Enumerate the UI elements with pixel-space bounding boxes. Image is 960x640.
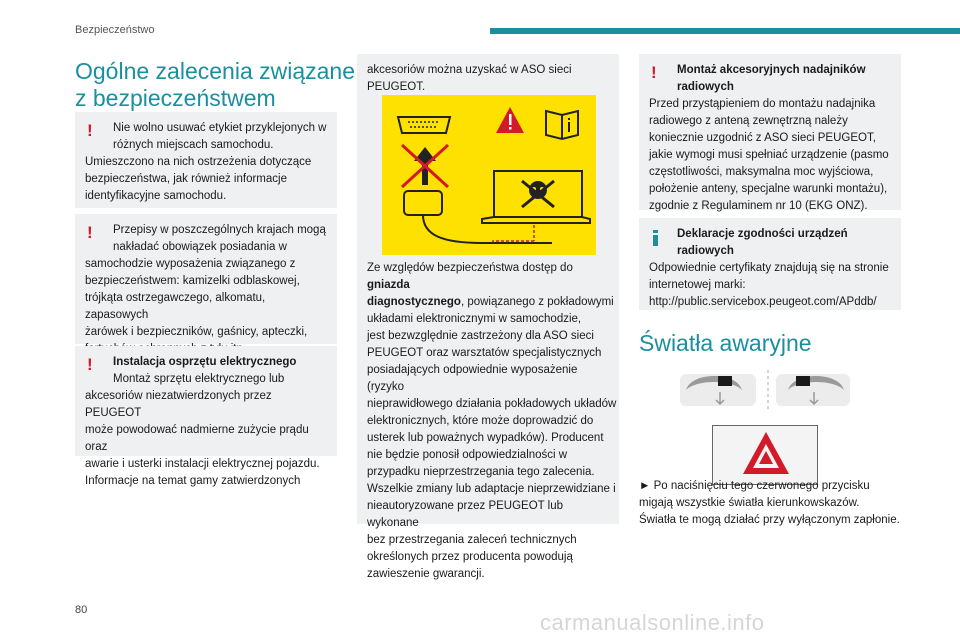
text-line: Przed przystąpieniem do montażu nadajnika	[649, 98, 876, 110]
text-line: nie będzie ponosił odpowiedzialności w	[367, 449, 568, 461]
text-line: nieprawidłowego działania pokładowych układów	[367, 398, 617, 410]
text-line: bezpieczeństwem: kamizelki odblaskowej,	[85, 275, 300, 287]
box-title: radiowych	[677, 81, 734, 93]
text-line: nieautoryzowane przez PEUGEOT lub wykonane	[367, 500, 564, 529]
diagnostic-paragraph	[367, 260, 617, 583]
text-line: awarie i usterki instalacji elektrycznej pojazdu.	[85, 458, 320, 470]
text-line: bez przestrzegania zaleceń technicznych	[367, 534, 577, 546]
warning-exclamation-icon: !	[87, 223, 93, 242]
text-line: zawieszenie gwarancji.	[367, 568, 485, 580]
text-line: zgodnie z Regulaminem nr 10 (EKG ONZ).	[649, 200, 868, 212]
text-line: akcesoriów niezatwierdzonych przez PEUGEOT	[85, 390, 272, 419]
warning-exclamation-icon: !	[87, 355, 93, 374]
warning-triangle-icon	[496, 107, 524, 133]
text-line: Światła te mogą działać przy wyłączonym zapłonie.	[639, 514, 900, 526]
title-line-2: z bezpieczeństwem	[75, 85, 276, 111]
text-line: żarówek i bezpieczników, gaśnicy, apteczki,	[85, 326, 308, 338]
text-line: samochodzie wyposażenia związanego z	[85, 258, 296, 270]
section-title-hazard-lights: Światła awaryjne	[639, 330, 812, 356]
text-line: określonych przez producenta powodują	[367, 551, 573, 563]
text-line: koniecznie uzgodnić z ASO sieci PEUGEOT,	[649, 132, 876, 144]
text-line: migają wszystkie światła kierunkowskazów.	[639, 497, 860, 509]
text-line: usterek lub poważnych wypadków). Producent	[367, 432, 604, 444]
text-line-first: Ze względów bezpieczeństwa dostęp do gniazda	[367, 262, 573, 291]
text-line: Odpowiednie certyfikaty znajdują się na stronie	[649, 262, 889, 274]
text-line: nakładać obowiązek posiadania w	[113, 241, 287, 253]
header-accent-bar	[490, 28, 960, 34]
page-number: 80	[75, 604, 88, 616]
box-title: radiowych	[677, 245, 734, 257]
text-line: może powodować nadmierne zużycie prądu oraz	[85, 424, 309, 453]
prohibited-upload-icon	[402, 145, 552, 243]
url-text: http://public.servicebox.peugeot.com/APddb/	[649, 296, 877, 308]
text-line: ► Po naciśnięciu tego czerwonego przycisku	[639, 480, 870, 492]
text-line: identyfikacyjne samochodu.	[85, 190, 227, 202]
text-line: trójkąta ostrzegawczego, alkomatu, zapasowych	[85, 292, 266, 321]
text-line: Umieszczono na nich ostrzeżenia dotyczące	[85, 156, 312, 168]
text-line: jakie wymogi musi spełniać urządzenie (pasmo	[649, 149, 889, 161]
warning-box-radio-transmitters	[639, 54, 901, 210]
diagnostic-socket-warning-figure	[382, 95, 596, 255]
hazard-lights-text	[639, 478, 909, 529]
warning-box-regulations	[75, 214, 337, 344]
warning-box-labels	[75, 112, 337, 208]
obd-connector-icon	[398, 117, 450, 133]
hazard-triangle-icon	[713, 426, 819, 486]
text-line-second: diagnostycznego, powiązanego z pokładowymi	[367, 296, 614, 308]
text-line: położenie anteny, specjalne warunki montażu),	[649, 183, 888, 195]
text-line: elektronicznych, które może doprowadzić do	[367, 415, 594, 427]
header-section-title: Bezpieczeństwo	[75, 24, 155, 36]
text-line: Wszelkie zmiany lub adaptacje nieprzewidziane i	[367, 483, 616, 495]
info-icon	[653, 230, 658, 246]
text-line: akcesoriów można uzyskać w ASO sieci	[367, 64, 572, 76]
text-line: różnych miejscach samochodu.	[113, 139, 274, 151]
box-title: Instalacja osprzętu elektrycznego	[113, 356, 297, 368]
text-line: Nie wolno usuwać etykiet przyklejonych w	[113, 122, 327, 134]
text-line: bezpieczeństwa, jak również informacje	[85, 173, 287, 185]
text-line: Montaż sprzętu elektrycznego lub	[113, 373, 285, 385]
diagnostic-illustration	[382, 95, 596, 255]
warning-box-electrical	[75, 346, 337, 487]
skull-laptop-icon	[482, 171, 590, 241]
text-line: jest bezwzględnie zastrzeżony dla ASO sieci	[367, 330, 594, 342]
text-line: przypadku nieprzestrzegania tego zalecenia.	[367, 466, 595, 478]
text-line: układami elektronicznymi w samochodzie,	[367, 313, 582, 325]
warning-exclamation-icon: !	[87, 121, 93, 140]
hazard-lights-button	[712, 425, 818, 485]
text-line: Przepisy w poszczególnych krajach mogą	[113, 224, 326, 236]
box-title: Deklaracje zgodności urządzeń	[677, 228, 848, 240]
info-box-declarations	[639, 218, 901, 310]
box-title: Montaż akcesoryjnych nadajników	[677, 64, 866, 76]
text-line: PEUGEOT oraz warsztatów specjalistycznych	[367, 347, 602, 359]
section-title-general-safety	[75, 58, 355, 112]
steering-wheel-diagram	[680, 368, 850, 412]
text-line: posiadających odpowiednie wyposażenie (ryzyko	[367, 364, 578, 393]
steering-wheel-illustration	[680, 368, 850, 412]
warning-exclamation-icon: !	[651, 63, 657, 82]
watermark-text: carmanualsonline.info	[540, 610, 765, 635]
text-line: częstotliwości, maksymalna moc wyjściowa,	[649, 166, 874, 178]
title-line-1: Ogólne zalecenia związane	[75, 58, 356, 84]
steering-wheel-right-icon	[776, 374, 850, 406]
text-line: radiowego z anteną zewnętrzną należy	[649, 115, 848, 127]
manual-book-icon	[546, 111, 578, 139]
text-line: Informacje na temat gamy zatwierdzonych	[85, 475, 301, 487]
text-line: PEUGEOT.	[367, 81, 426, 93]
text-line: internetowej marki:	[649, 279, 746, 291]
steering-wheel-left-icon	[680, 374, 756, 406]
